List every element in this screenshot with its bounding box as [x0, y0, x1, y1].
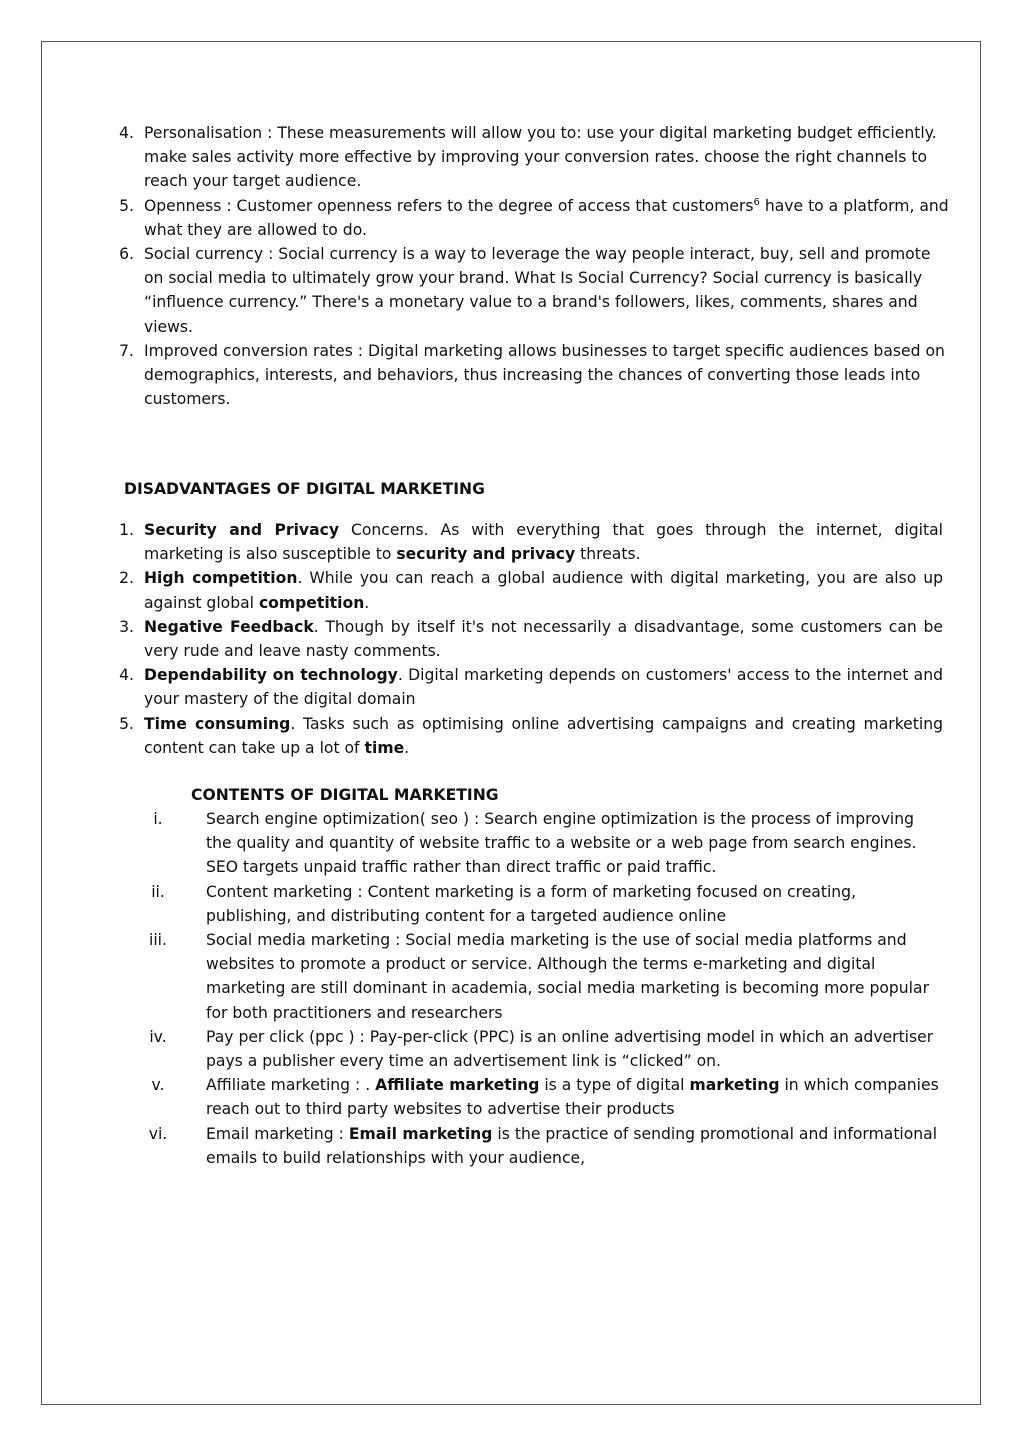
- list-text-part: threats.: [575, 545, 641, 564]
- list-number: 5.: [119, 714, 134, 733]
- bold-term: Negative Feedback: [144, 617, 314, 636]
- list-item: [0, 1025, 1023, 1073]
- disadvantages-heading: DISADVANTAGES OF DIGITAL MARKETING: [124, 480, 485, 498]
- list-text: [144, 663, 943, 711]
- list-text-part: . Tasks such as optimising online advertising campaigns and creating marketing content can take up a lot of: [144, 714, 943, 757]
- bold-term: High competition: [144, 569, 298, 588]
- bold-term: Affiliate marketing: [375, 1076, 540, 1095]
- list-number: i.: [153, 810, 163, 828]
- list-item: [0, 807, 1023, 880]
- disadvantages-list: [0, 518, 1023, 760]
- list-number: 3.: [119, 617, 134, 636]
- contents-list: [0, 807, 1023, 1170]
- list-text: [206, 1073, 943, 1121]
- list-text: Content marketing : Content marketing is a form of marketing focused on creating, publishing, and distributing content for a targeted audience online: [206, 882, 857, 925]
- bold-term: Time consuming: [144, 714, 291, 733]
- list-number: 2.: [119, 569, 134, 588]
- bold-term: competition: [258, 593, 365, 612]
- list-text: [206, 1122, 943, 1170]
- list-item: [0, 1122, 1023, 1170]
- list-item: [0, 615, 1023, 663]
- list-text: Social media marketing : Social media marketing is the use of social media platforms and websites to promote a product or service. Although the terms e-marketing and digital marketing are still dominant in academia, social media marketing is becoming more popular for both practitioners and researchers: [206, 931, 929, 1022]
- list-number: iii.: [149, 931, 167, 950]
- list-text: [144, 712, 943, 760]
- list-text: Social currency : Social currency is a way to leverage the way people interact, buy, sell and promote on social media to ultimately grow your brand. What Is Social Currency? Social currency is basically “influence currency.” There's a monetary value to a brand's followers, likes, comments, shares and views.: [144, 245, 931, 336]
- list-text: Search engine optimization( seo ) : Search engine optimization is the process of improving the quality and quantity of website traffic to a website or a web page from search engines. SEO targets unpaid traffic rather than direct traffic or paid traffic.: [206, 810, 917, 877]
- list-text: [144, 194, 953, 242]
- list-number: ii.: [151, 882, 165, 901]
- list-text-part: in which companies reach out to third party websites to advertise their products: [206, 1076, 939, 1119]
- list-number: 1.: [119, 521, 134, 539]
- list-item: [0, 1073, 1023, 1121]
- list-item: [0, 566, 1023, 614]
- list-item: [0, 339, 1023, 412]
- list-item: [0, 518, 1023, 566]
- list-text-part: . Though by itself it's not necessarily a disadvantage, some customers can be very rude and leave nasty comments.: [144, 617, 943, 661]
- list-text: Pay per click (ppc ) : Pay-per-click (PPC) is an online advertising model in which an advertiser pays a publisher every time an advertisement link is “clicked” on.: [206, 1027, 934, 1071]
- bold-term: security and privacy: [396, 545, 576, 564]
- list-text-part: is a type of digital: [539, 1076, 690, 1095]
- bold-term: time: [364, 738, 405, 757]
- list-number: 4.: [119, 124, 134, 142]
- list-item: [0, 121, 1023, 194]
- list-text: [144, 566, 943, 614]
- list-number: iv.: [149, 1027, 167, 1046]
- list-item: [0, 663, 1023, 711]
- list-item: [0, 712, 1023, 760]
- list-text-part: Email marketing :: [206, 1124, 349, 1143]
- advantages-list: [0, 121, 1023, 411]
- list-text-part: Affiliate marketing : .: [206, 1076, 376, 1095]
- bold-term: marketing: [689, 1076, 780, 1095]
- list-number: 5.: [119, 196, 134, 215]
- list-text: Improved conversion rates : Digital marketing allows businesses to target specific audiences based on demographics, interests, and behaviors, thus increasing the chances of converting those leads into customers.: [144, 341, 945, 409]
- list-text-part: .: [404, 738, 410, 757]
- list-text-part: . Digital marketing depends on customers' access to the internet and your mastery of the digital domain: [144, 666, 943, 709]
- list-text-part: Concerns. As with everything that goes through the internet, digital marketing is also susceptible to: [144, 521, 944, 564]
- list-number: 7.: [119, 341, 134, 360]
- list-text-part: have to a platform, and what they are allowed to do.: [144, 196, 949, 239]
- list-text-part: Openness : Customer openness refers to the degree of access that customers: [144, 196, 754, 215]
- list-item: [0, 880, 1023, 928]
- bold-term: Dependability on technology: [144, 666, 398, 685]
- list-number: 6.: [119, 245, 134, 264]
- list-text: [144, 518, 943, 566]
- list-text-part: . While you can reach a global audience with digital marketing, you are also up against global: [144, 569, 944, 612]
- list-item: [0, 242, 1023, 339]
- list-item: [0, 194, 1023, 242]
- list-number: vi.: [148, 1124, 168, 1143]
- bold-term: Security and Privacy: [144, 521, 340, 539]
- list-text-part: is the practice of sending promotional and informational emails to build relationships with your audience,: [206, 1124, 938, 1167]
- contents-heading: CONTENTS OF DIGITAL MARKETING: [191, 786, 499, 804]
- list-text-part: .: [364, 593, 370, 612]
- list-text: [144, 615, 943, 663]
- list-item: [0, 928, 1023, 1025]
- bold-term: Email marketing: [348, 1124, 493, 1143]
- footnote-ref: 6: [753, 196, 760, 208]
- list-number: v.: [151, 1076, 165, 1095]
- list-text: Personalisation : These measurements will allow you to: use your digital marketing budget efficiently. make sales activity more effective by improving your conversion rates. choose the right channels to reach your target audience.: [144, 124, 937, 191]
- list-number: 4.: [119, 666, 134, 685]
